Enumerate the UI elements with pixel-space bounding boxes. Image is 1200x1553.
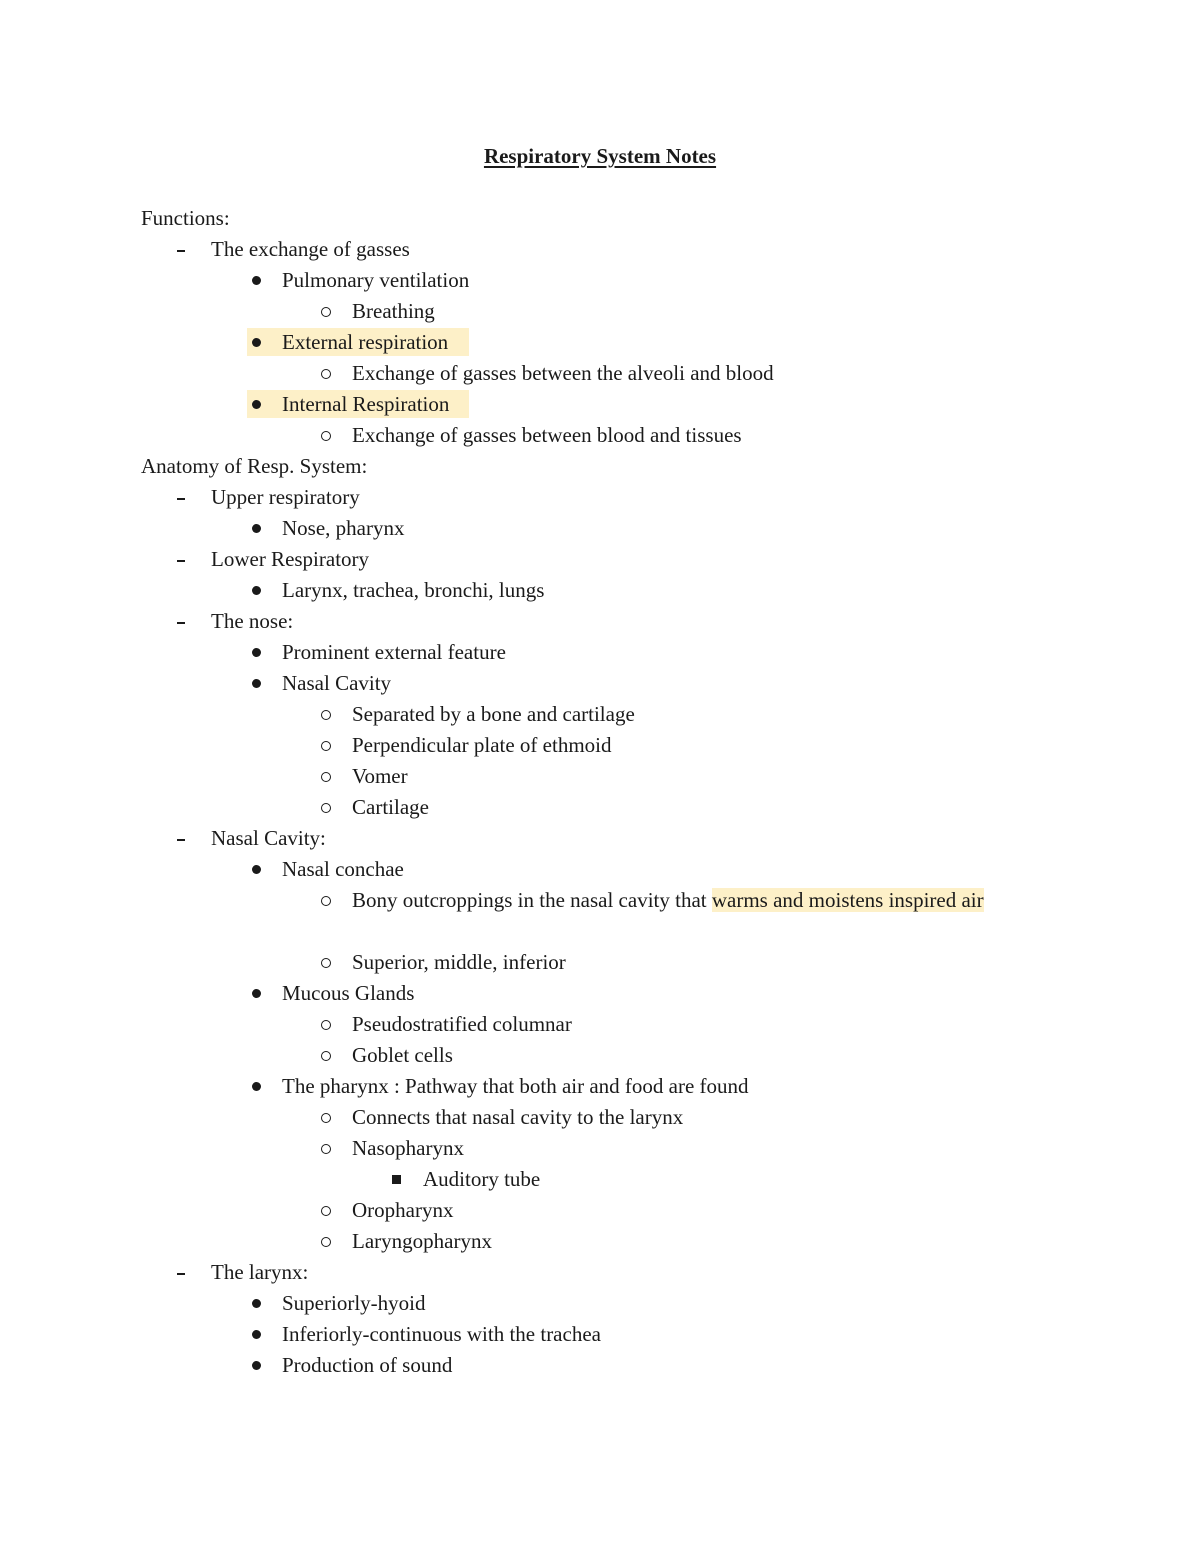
dash-bullet-icon [174,482,188,513]
circle-bullet-icon [317,730,335,761]
dash-bullet-icon [174,234,188,265]
item-text: Mucous Glands [282,981,415,1005]
item-text: Internal Respiration [282,392,450,416]
list-item [0,1071,1200,1102]
list-item [0,699,1200,730]
item-text: Goblet cells [352,1043,453,1067]
dash-bullet-icon [174,823,188,854]
list-item [0,358,1200,389]
item-text: The pharynx : Pathway that both air and food are found [282,1074,749,1098]
list-item [0,1040,1200,1071]
item-text: Prominent external feature [282,640,506,664]
list-item [0,1319,1200,1350]
disc-bullet-icon [247,668,265,699]
plain-text: Bony outcroppings in the nasal cavity that [352,888,712,912]
item-text: Exchange of gasses between the alveoli and blood [352,361,774,385]
list-item [0,296,1200,327]
list-item [0,1350,1200,1381]
section-heading-anatomy [0,451,1200,482]
circle-bullet-icon [317,358,335,389]
circle-bullet-icon [317,885,335,916]
notes-body [0,203,1200,1381]
heading-text: Functions: [141,206,230,230]
disc-bullet-icon [247,978,265,1009]
item-text: Breathing [352,299,435,323]
list-item [0,234,1200,265]
circle-bullet-icon [317,296,335,327]
list-item [0,606,1200,637]
list-item [0,978,1200,1009]
circle-bullet-icon [317,1133,335,1164]
list-item [0,482,1200,513]
item-text: Nasal Cavity: [211,826,326,850]
square-bullet-icon [387,1164,405,1195]
list-item [0,1102,1200,1133]
disc-bullet-icon [247,1350,265,1381]
item-text: Larynx, trachea, bronchi, lungs [282,578,545,602]
list-item [0,1288,1200,1319]
list-item [0,823,1200,854]
item-text: Vomer [352,764,408,788]
list-item [0,1226,1200,1257]
circle-bullet-icon [317,1195,335,1226]
item-text: Cartilage [352,795,429,819]
circle-bullet-icon [317,420,335,451]
item-text: Upper respiratory [211,485,360,509]
item-text: Perpendicular plate of ethmoid [352,733,612,757]
list-item-highlighted [0,327,1200,358]
dash-bullet-icon [174,606,188,637]
item-text: Lower Respiratory [211,547,370,571]
item-text: Inferiorly-continuous with the trachea [282,1322,601,1346]
item-text: Production of sound [282,1353,453,1377]
list-item [0,885,1200,947]
item-text: Exchange of gasses between blood and tissues [352,423,742,447]
disc-bullet-icon [247,854,265,885]
heading-text: Anatomy of Resp. System: [141,454,368,478]
list-item [0,575,1200,606]
list-item [0,730,1200,761]
item-text: External respiration [282,330,449,354]
section-heading-functions [0,203,1200,234]
disc-bullet-icon [247,637,265,668]
item-text: Nose, pharynx [282,516,405,540]
item-text: Connects that nasal cavity to the larynx [352,1105,684,1129]
list-item [0,265,1200,296]
circle-bullet-icon [317,792,335,823]
disc-bullet-icon [247,513,265,544]
item-text [352,885,1042,916]
circle-bullet-icon [317,1102,335,1133]
circle-bullet-icon [317,699,335,730]
item-text: Auditory tube [423,1167,541,1191]
disc-bullet-icon [247,1071,265,1102]
list-item [0,668,1200,699]
disc-bullet-icon [247,265,265,296]
list-item [0,1257,1200,1288]
list-item [0,854,1200,885]
highlighted-text: warms and moistens inspired air [711,888,984,912]
disc-bullet-icon [247,1319,265,1350]
item-text: The larynx: [211,1260,309,1284]
item-text: Superior, middle, inferior [352,950,566,974]
item-text: Pseudostratified columnar [352,1012,572,1036]
list-item [0,761,1200,792]
disc-bullet-icon [247,1288,265,1319]
item-text: The nose: [211,609,294,633]
circle-bullet-icon [317,1009,335,1040]
dash-bullet-icon [174,544,188,575]
item-text: Nasopharynx [352,1136,464,1160]
disc-bullet-icon [247,575,265,606]
list-item [0,947,1200,978]
dash-bullet-icon [174,1257,188,1288]
page-title: Respiratory System Notes [483,144,717,168]
list-item [0,1009,1200,1040]
item-text: The exchange of gasses [211,237,410,261]
disc-bullet-icon [247,327,265,358]
list-item [0,544,1200,575]
item-text: Nasal conchae [282,857,404,881]
circle-bullet-icon [317,761,335,792]
item-text: Laryngopharynx [352,1229,492,1253]
list-item [0,1133,1200,1164]
list-item [0,513,1200,544]
list-item-highlighted [0,389,1200,420]
circle-bullet-icon [317,1226,335,1257]
item-text: Nasal Cavity [282,671,392,695]
disc-bullet-icon [247,389,265,420]
list-item [0,792,1200,823]
list-item [0,420,1200,451]
list-item [0,1195,1200,1226]
circle-bullet-icon [317,1040,335,1071]
list-item [0,1164,1200,1195]
list-item [0,637,1200,668]
item-text: Separated by a bone and cartilage [352,702,635,726]
circle-bullet-icon [317,947,335,978]
item-text: Oropharynx [352,1198,454,1222]
item-text: Superiorly-hyoid [282,1291,426,1315]
item-text: Pulmonary ventilation [282,268,470,292]
